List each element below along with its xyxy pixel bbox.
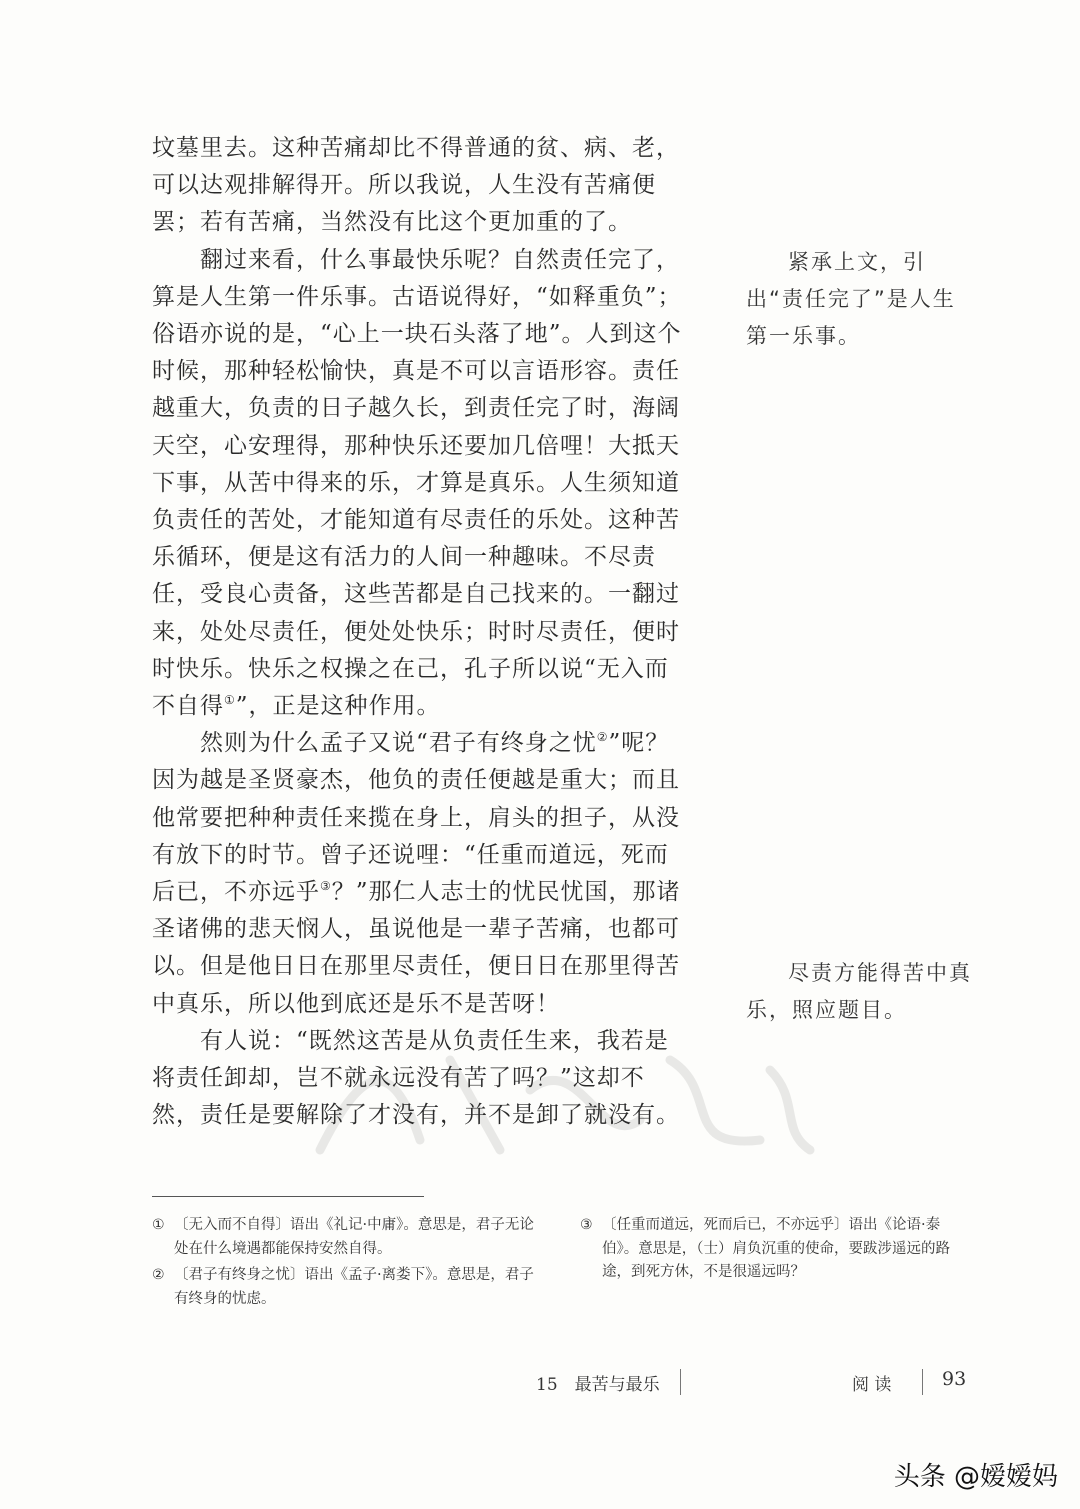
footnotes-right <box>580 1214 972 1288</box>
footnote-divider <box>152 1196 424 1197</box>
paragraph-text: 翻过来看，什么事最快乐呢？自然责任完了，算是人生第一件乐事。古语说得好，“如释重负”；俗语亦说的是，“心上一块石头落了地”。人到这个时候，那种轻松愉快，真是不可以言语形容。责任越重大，负责的日子越久长，到责任完了时，海阔天空，心安理得，那种快乐还要加几倍哩！大抵天下事，从苦中得来的乐，才算是真乐。人生须知道负责任的苦处，才能知道有尽责任的乐处。这种苦乐循环，便是这有活力的人间一种趣味。不尽责任，受良心责备，这些苦都是自己找来的。一翻过来，处处尽责任，便处处快乐；时时尽责任，便时时快乐。快乐之权操之在己，孔子所以说“无入而不自得 <box>152 246 682 720</box>
source-watermark: 头条 @嫒嫒妈 <box>893 1462 1058 1492</box>
footnote-reference: ① <box>224 693 236 708</box>
main-text-column <box>152 130 682 1134</box>
paragraph-text: ”呢？因为越是圣贤豪杰，他负的责任便越是重大；而且他常要把种种责任来揽在身上，肩头的担子，从没有放下的时节。曾子还说哩：“任重而道远，死而后已，不亦远乎 <box>152 730 680 906</box>
paragraph-text: 有人说：“既然这苦是从负责任生来，我若是将责任卸却，岂不就永远没有苦了吗？”这却不然，责任是要解除了才没有，并不是卸了就没有。 <box>152 1027 680 1129</box>
body-paragraph <box>152 725 682 1023</box>
footnote-1 <box>152 1214 544 1261</box>
section-label: 阅 读 <box>852 1375 892 1395</box>
body-paragraph <box>152 130 682 242</box>
footnote-text: 〔任重而道远，死而后已，不亦远乎〕语出《论语·泰伯》。意思是，（士）肩负沉重的使命，要跋涉遥远的路途，到死方休，不是很遥远吗？ <box>602 1217 950 1280</box>
lesson-title: 15 最苦与最乐 <box>536 1375 660 1395</box>
footnote-text: 〔无入而不自得〕语出《礼记·中庸》。意思是，君子无论处在什么境遇都能保持安然自得。 <box>174 1217 534 1257</box>
footnotes-left <box>152 1214 544 1314</box>
footnote-reference: ② <box>596 730 609 745</box>
paragraph-text: 坟墓里去。这种苦痛却比不得普通的贫、病、老，可以达观排解得开。所以我说，人生没有苦痛便罢；若有苦痛，当然没有比这个更加重的了。 <box>152 135 680 236</box>
page-number: 93 <box>942 1368 967 1390</box>
side-note-1 <box>746 244 976 355</box>
footnote-reference: ③ <box>320 879 332 894</box>
side-note-2 <box>746 955 976 1029</box>
body-paragraph <box>152 1023 682 1135</box>
footnote-3 <box>580 1214 972 1285</box>
footnote-marker: ① <box>152 1217 165 1233</box>
paragraph-text: ？”那仁人志士的忧民忧国，那诸圣诸佛的悲天悯人，虽说他是一辈子苦痛，也都可以。但是他日日在那里尽责任，便日日在那里得苦中真乐，所以他到底还是乐不是苦呀！ <box>152 879 681 1017</box>
footer-divider-left <box>680 1369 681 1395</box>
paragraph-text: 然则为什么孟子又说“君子有终身之忧 <box>200 730 597 757</box>
paragraph-text: ”，正是这种作用。 <box>235 693 441 720</box>
body-paragraph <box>152 242 682 726</box>
footer-divider-right <box>922 1369 923 1395</box>
side-note-text: 尽责方能得苦中真乐，照应题目。 <box>746 961 972 1022</box>
footnote-marker: ② <box>152 1267 165 1283</box>
side-note-text: 紧承上文，引出“责任完了”是人生第一乐事。 <box>746 250 956 348</box>
footnote-2 <box>152 1264 544 1311</box>
footnote-marker: ③ <box>580 1217 593 1233</box>
footnote-text: 〔君子有终身之忧〕语出《孟子·离娄下》。意思是，君子有终身的忧虑。 <box>174 1267 534 1307</box>
